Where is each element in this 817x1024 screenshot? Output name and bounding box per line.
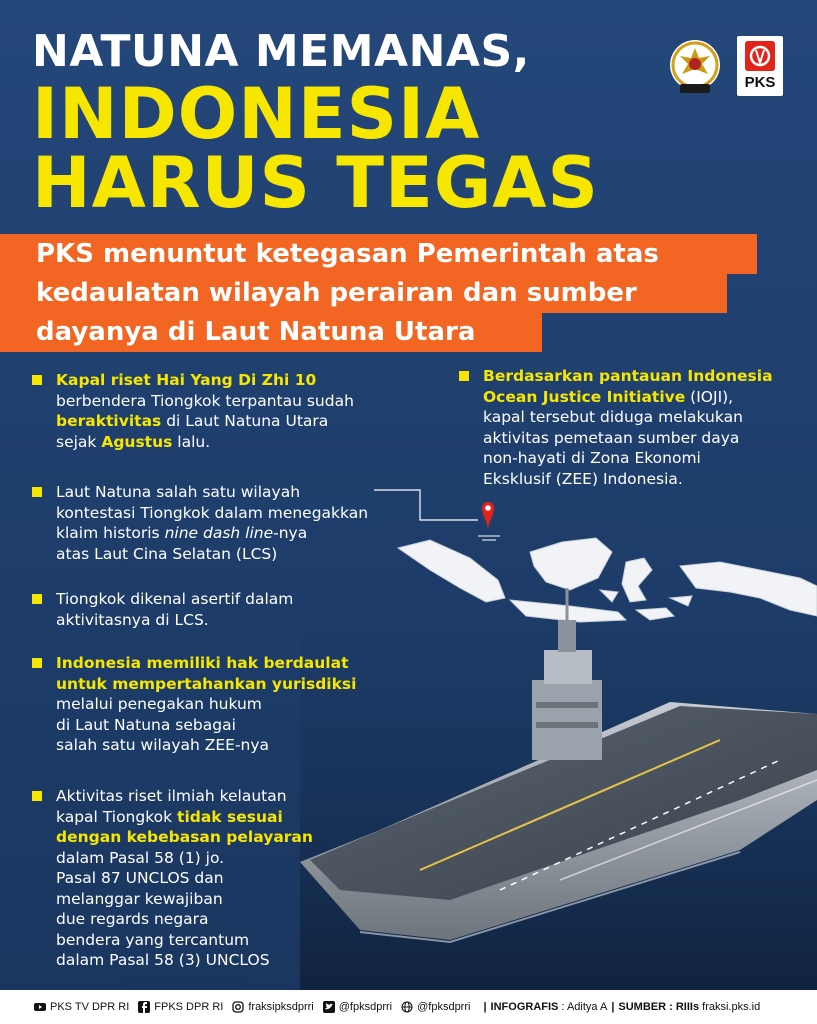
bullet-text-segment: Tiongkok dikenal asertif dalam aktivitasnya di LCS. bbox=[56, 590, 294, 629]
footer-youtube-label: PKS TV DPR RI bbox=[50, 1001, 130, 1013]
bullet-text-segment: Laut Natuna salah satu wilayah kontestasi Tiongkok dalam menegakkan klaim historis bbox=[56, 483, 369, 542]
bullet-square-icon bbox=[32, 791, 42, 801]
bullet-text bbox=[56, 589, 293, 630]
footer-twitter-label: @fpksdprri bbox=[338, 1001, 393, 1013]
bullet-text-segment: lalu. bbox=[172, 432, 211, 451]
bullet-text bbox=[483, 366, 773, 489]
bullet-square-icon bbox=[32, 375, 42, 385]
pks-logo-text: PKS bbox=[744, 74, 776, 91]
location-pin-icon bbox=[478, 502, 500, 540]
bullet-text bbox=[56, 786, 313, 971]
subtitle-line-1: PKS menuntut ketegasan Pemerintah atas bbox=[0, 234, 757, 274]
bullet-item-1 bbox=[32, 370, 354, 452]
footer-instagram[interactable] bbox=[232, 1001, 313, 1013]
subtitle-line-2: kedaulatan wilayah perairan dan sumber bbox=[0, 273, 727, 313]
footer-site[interactable]: fraksi.pks.id bbox=[702, 1001, 761, 1013]
bullet-text-segment: -nya atas Laut Cina Selatan (LCS) bbox=[56, 524, 308, 563]
bullet-text-segment: tidak sesuai dengan kebebasan pelayaran bbox=[56, 807, 313, 846]
bullet-square-icon bbox=[32, 487, 42, 497]
bullet-text-segment: berbendera Tiongkok terpantau sudah bbox=[56, 391, 354, 410]
bullet-item-3 bbox=[32, 589, 293, 630]
footer-web[interactable] bbox=[401, 1001, 470, 1013]
bullet-text-segment: dalam Pasal 58 (1) jo. Pasal 87 UNCLOS dan melanggar kewajiban due regards negara bendera yang tercantum dalam Pasal 58 (3) UNCLOS bbox=[56, 848, 270, 969]
bullet-text-segment: Aktivitas riset ilmiah kelautan kapal Tiongkok bbox=[56, 787, 287, 826]
bullet-text-segment: melalui penegakan hukum di Laut Natuna sebagai salah satu wilayah ZEE-nya bbox=[56, 695, 270, 754]
bullet-item-5 bbox=[32, 786, 313, 971]
bullet-text bbox=[56, 653, 356, 756]
bullet-text-segment: Kapal riset Hai Yang Di Zhi 10 bbox=[56, 371, 317, 389]
youtube-icon bbox=[34, 1001, 46, 1013]
bullet-item-2 bbox=[32, 482, 368, 564]
footer-facebook-label: FPKS DPR RI bbox=[154, 1001, 224, 1013]
bullet-text-segment: Berdasarkan pantauan Indonesia Ocean Justice Initiative bbox=[483, 367, 773, 406]
footer-instagram-label: fraksipksdprri bbox=[248, 1001, 314, 1013]
location-connector bbox=[374, 486, 504, 566]
bullet-square-icon bbox=[32, 658, 42, 668]
pks-logo bbox=[737, 36, 783, 96]
bullet-text-segment: nine dash line bbox=[164, 524, 274, 542]
bullet-item-4 bbox=[32, 653, 356, 756]
pks-crescent-icon bbox=[745, 41, 775, 71]
bullet-text bbox=[56, 482, 368, 564]
footer-bar: PKS TV DPR RI FPKS DPR RI fraksipksdprri @fpksdprri @fpksdprri | INFOGRAFIS : Aditya A | SUMBER : RIIIs fraksi.pks.id bbox=[0, 990, 817, 1024]
footer-facebook[interactable] bbox=[138, 1001, 223, 1013]
bullet-text-segment: beraktivitas bbox=[56, 412, 162, 430]
bullet-text-segment: di Laut Natuna Utara sejak bbox=[56, 412, 329, 451]
bullet-text-segment: Agustus bbox=[101, 432, 173, 451]
footer-youtube[interactable] bbox=[34, 1001, 129, 1013]
bullet-text-segment: Indonesia memiliki hak berdaulat untuk mempertahankan yurisdiksi bbox=[56, 654, 357, 693]
globe-icon bbox=[401, 1001, 413, 1013]
footer-infografis-label: INFOGRAFIS bbox=[490, 1001, 559, 1013]
footer-sumber-value: : RIIIs bbox=[669, 1001, 700, 1013]
dpr-emblem-icon bbox=[666, 38, 724, 96]
footer-infografis-value: : Aditya A bbox=[561, 1001, 608, 1013]
headline-line-1: NATUNA MEMANAS, bbox=[32, 26, 530, 77]
subtitle-line-3: dayanya di Laut Natuna Utara bbox=[0, 312, 542, 352]
headline-line-3: HARUS TEGAS bbox=[32, 141, 599, 224]
bullet-square-icon bbox=[459, 371, 469, 381]
bullet-text-segment: (IOJI), kapal tersebut diduga melakukan aktivitas pemetaan sumber daya non-hayati di Zona Ekonomi Eksklusif (ZEE) Indonesia. bbox=[483, 387, 743, 488]
footer-twitter[interactable] bbox=[323, 1001, 392, 1013]
instagram-icon bbox=[232, 1001, 244, 1013]
facebook-icon bbox=[138, 1001, 150, 1013]
headline bbox=[32, 26, 652, 224]
twitter-icon bbox=[323, 1001, 335, 1013]
bullet-item-ioji bbox=[459, 366, 773, 489]
bullet-square-icon bbox=[32, 594, 42, 604]
footer-sumber-label: SUMBER bbox=[618, 1001, 667, 1013]
bullet-text bbox=[56, 370, 354, 452]
footer-web-label: @fpksdprri bbox=[417, 1001, 471, 1013]
headline-line-2: INDONESIA bbox=[32, 73, 481, 155]
